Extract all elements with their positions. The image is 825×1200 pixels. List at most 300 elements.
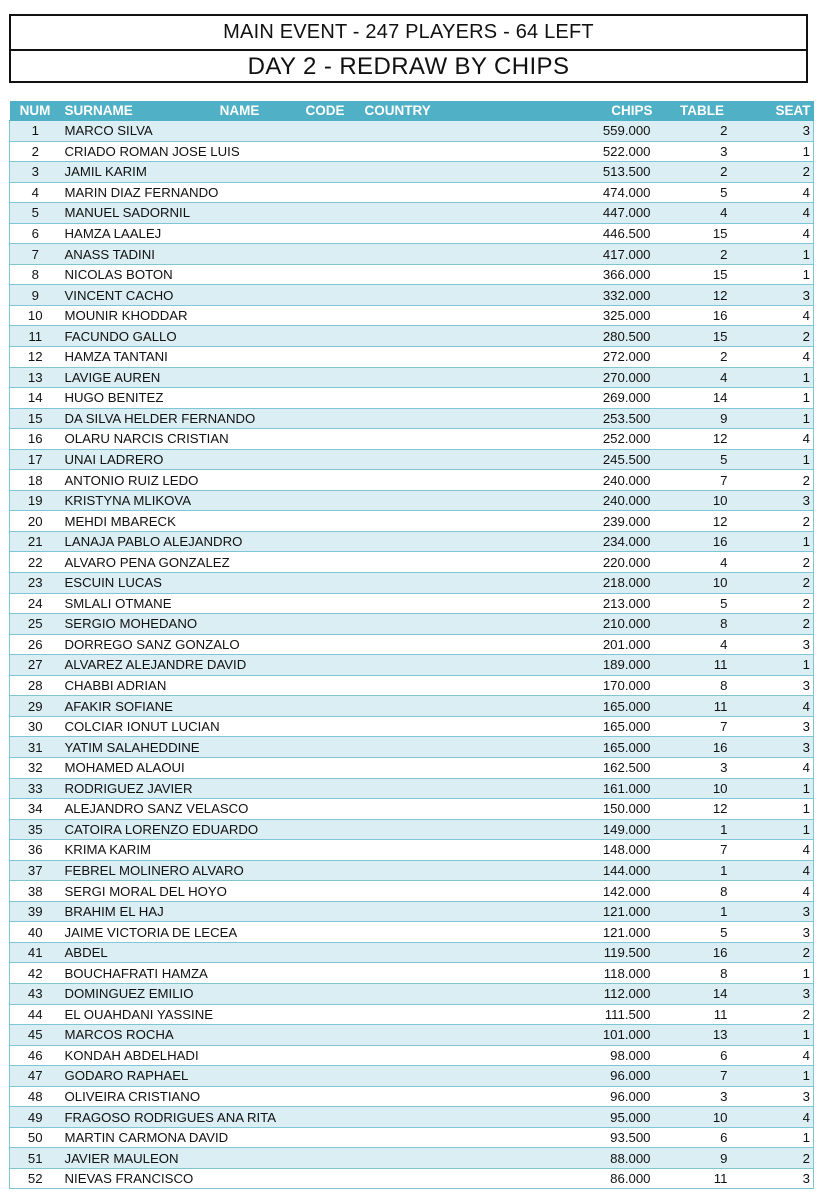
table-row — [10, 429, 814, 450]
cell-seat: 1 — [740, 388, 814, 409]
table-row — [10, 511, 814, 532]
cell-seat: 1 — [740, 449, 814, 470]
cell-chips: 121.000 — [553, 901, 665, 922]
cell-chips: 325.000 — [553, 305, 665, 326]
table-row — [10, 244, 814, 265]
cell-chips: 165.000 — [553, 737, 665, 758]
cell-seat: 2 — [740, 1004, 814, 1025]
cell-chips: 245.500 — [553, 449, 665, 470]
cell-seat: 3 — [740, 490, 814, 511]
cell-player: MOUNIR KHODDAR — [61, 305, 553, 326]
cell-table: 12 — [665, 511, 740, 532]
cell-num: 15 — [10, 408, 61, 429]
cell-seat: 2 — [740, 326, 814, 347]
cell-chips: 559.000 — [553, 121, 665, 142]
cell-seat: 4 — [740, 696, 814, 717]
cell-num: 38 — [10, 881, 61, 902]
cell-table: 6 — [665, 1045, 740, 1066]
cell-seat: 4 — [740, 840, 814, 861]
cell-seat: 4 — [740, 203, 814, 224]
cell-table: 4 — [665, 552, 740, 573]
cell-num: 10 — [10, 305, 61, 326]
header-name: NAME — [176, 101, 304, 121]
cell-player: LANAJA PABLO ALEJANDRO — [61, 531, 553, 552]
cell-seat: 2 — [740, 511, 814, 532]
cell-player: KRISTYNA MLIKOVA — [61, 490, 553, 511]
cell-player: CRIADO ROMAN JOSE LUIS — [61, 141, 553, 162]
cell-chips: 111.500 — [553, 1004, 665, 1025]
cell-seat: 2 — [740, 942, 814, 963]
table-row — [10, 819, 814, 840]
cell-num: 27 — [10, 655, 61, 676]
table-row — [10, 490, 814, 511]
cell-num: 35 — [10, 819, 61, 840]
cell-num: 22 — [10, 552, 61, 573]
cell-chips: 218.000 — [553, 573, 665, 594]
cell-player: RODRIGUEZ JAVIER — [61, 778, 553, 799]
cell-chips: 252.000 — [553, 429, 665, 450]
cell-seat: 4 — [740, 881, 814, 902]
cell-table: 7 — [665, 716, 740, 737]
cell-seat: 2 — [740, 552, 814, 573]
table-row — [10, 573, 814, 594]
cell-table: 16 — [665, 942, 740, 963]
cell-player: ESCUIN LUCAS — [61, 573, 553, 594]
cell-table: 4 — [665, 367, 740, 388]
cell-seat: 2 — [740, 593, 814, 614]
cell-chips: 148.000 — [553, 840, 665, 861]
cell-num: 2 — [10, 141, 61, 162]
table-row — [10, 367, 814, 388]
cell-chips: 474.000 — [553, 182, 665, 203]
table-row — [10, 285, 814, 306]
cell-chips: 93.500 — [553, 1127, 665, 1148]
cell-chips: 95.000 — [553, 1107, 665, 1128]
cell-table: 4 — [665, 634, 740, 655]
header-seat: SEAT — [740, 101, 814, 121]
cell-num: 46 — [10, 1045, 61, 1066]
cell-num: 37 — [10, 860, 61, 881]
cell-player: AFAKIR SOFIANE — [61, 696, 553, 717]
cell-player: UNAI LADRERO — [61, 449, 553, 470]
table-row — [10, 778, 814, 799]
cell-table: 1 — [665, 860, 740, 881]
cell-num: 36 — [10, 840, 61, 861]
cell-seat: 1 — [740, 141, 814, 162]
cell-seat: 3 — [740, 737, 814, 758]
table-row — [10, 388, 814, 409]
cell-player: FRAGOSO RODRIGUES ANA RITA — [61, 1107, 553, 1128]
cell-player: HAMZA LAALEJ — [61, 223, 553, 244]
cell-table: 10 — [665, 573, 740, 594]
cell-player: MOHAMED ALAOUI — [61, 757, 553, 778]
cell-player: ANASS TADINI — [61, 244, 553, 265]
event-title: MAIN EVENT - 247 PLAYERS - 64 LEFT — [11, 16, 806, 51]
table-row — [10, 593, 814, 614]
cell-player: OLIVEIRA CRISTIANO — [61, 1086, 553, 1107]
cell-num: 14 — [10, 388, 61, 409]
cell-player: ANTONIO RUIZ LEDO — [61, 470, 553, 491]
cell-player: GODARO RAPHAEL — [61, 1066, 553, 1087]
cell-player: VINCENT CACHO — [61, 285, 553, 306]
cell-chips: 142.000 — [553, 881, 665, 902]
cell-seat: 1 — [740, 799, 814, 820]
cell-table: 16 — [665, 305, 740, 326]
cell-player: DOMINGUEZ EMILIO — [61, 983, 553, 1004]
cell-num: 44 — [10, 1004, 61, 1025]
header-surname: SURNAME — [61, 101, 176, 121]
cell-seat: 3 — [740, 922, 814, 943]
table-row — [10, 347, 814, 368]
cell-chips: 189.000 — [553, 655, 665, 676]
cell-chips: 213.000 — [553, 593, 665, 614]
cell-num: 26 — [10, 634, 61, 655]
cell-num: 5 — [10, 203, 61, 224]
table-row — [10, 799, 814, 820]
cell-table: 3 — [665, 757, 740, 778]
cell-chips: 88.000 — [553, 1148, 665, 1169]
cell-table: 5 — [665, 449, 740, 470]
cell-player: MANUEL SADORNIL — [61, 203, 553, 224]
cell-seat: 1 — [740, 819, 814, 840]
cell-seat: 3 — [740, 634, 814, 655]
cell-seat: 3 — [740, 121, 814, 142]
cell-chips: 150.000 — [553, 799, 665, 820]
cell-table: 5 — [665, 593, 740, 614]
cell-table: 6 — [665, 1127, 740, 1148]
redraw-table — [9, 101, 814, 1189]
cell-chips: 149.000 — [553, 819, 665, 840]
cell-num: 39 — [10, 901, 61, 922]
cell-chips: 280.500 — [553, 326, 665, 347]
cell-seat: 1 — [740, 1025, 814, 1046]
cell-table: 2 — [665, 162, 740, 183]
cell-player: MARIN DIAZ FERNANDO — [61, 182, 553, 203]
cell-player: JAMIL KARIM — [61, 162, 553, 183]
cell-num: 16 — [10, 429, 61, 450]
table-row — [10, 634, 814, 655]
cell-num: 13 — [10, 367, 61, 388]
table-row — [10, 1148, 814, 1169]
table-body — [10, 121, 814, 1189]
cell-table: 14 — [665, 983, 740, 1004]
header-table: TABLE — [665, 101, 740, 121]
cell-chips: 234.000 — [553, 531, 665, 552]
cell-seat: 1 — [740, 655, 814, 676]
cell-player: JAVIER MAULEON — [61, 1148, 553, 1169]
cell-seat: 1 — [740, 244, 814, 265]
cell-player: FACUNDO GALLO — [61, 326, 553, 347]
cell-seat: 3 — [740, 983, 814, 1004]
cell-chips: 366.000 — [553, 264, 665, 285]
cell-chips: 112.000 — [553, 983, 665, 1004]
table-row — [10, 1045, 814, 1066]
cell-num: 41 — [10, 942, 61, 963]
cell-num: 9 — [10, 285, 61, 306]
cell-num: 32 — [10, 757, 61, 778]
table-row — [10, 470, 814, 491]
table-row — [10, 614, 814, 635]
cell-player: ALVARO PENA GONZALEZ — [61, 552, 553, 573]
cell-player: EL OUAHDANI YASSINE — [61, 1004, 553, 1025]
cell-table: 9 — [665, 1148, 740, 1169]
cell-table: 16 — [665, 737, 740, 758]
table-row — [10, 942, 814, 963]
cell-chips: 165.000 — [553, 716, 665, 737]
cell-chips: 253.500 — [553, 408, 665, 429]
cell-seat: 2 — [740, 162, 814, 183]
cell-table: 15 — [665, 326, 740, 347]
cell-seat: 4 — [740, 305, 814, 326]
cell-num: 1 — [10, 121, 61, 142]
table-row — [10, 655, 814, 676]
cell-chips: 210.000 — [553, 614, 665, 635]
cell-num: 7 — [10, 244, 61, 265]
cell-table: 9 — [665, 408, 740, 429]
cell-seat: 2 — [740, 573, 814, 594]
cell-seat: 1 — [740, 778, 814, 799]
cell-table: 7 — [665, 1066, 740, 1087]
cell-seat: 1 — [740, 1127, 814, 1148]
cell-player: NIEVAS FRANCISCO — [61, 1168, 553, 1189]
cell-table: 3 — [665, 1086, 740, 1107]
cell-chips: 86.000 — [553, 1168, 665, 1189]
cell-table: 8 — [665, 614, 740, 635]
table-row — [10, 860, 814, 881]
cell-num: 17 — [10, 449, 61, 470]
table-row — [10, 326, 814, 347]
cell-chips: 269.000 — [553, 388, 665, 409]
cell-seat: 4 — [740, 860, 814, 881]
cell-seat: 1 — [740, 264, 814, 285]
cell-seat: 4 — [740, 429, 814, 450]
cell-table: 1 — [665, 819, 740, 840]
cell-num: 25 — [10, 614, 61, 635]
header-num: NUM — [10, 101, 61, 121]
cell-chips: 165.000 — [553, 696, 665, 717]
cell-table: 8 — [665, 881, 740, 902]
cell-player: OLARU NARCIS CRISTIAN — [61, 429, 553, 450]
table-row — [10, 223, 814, 244]
cell-seat: 3 — [740, 1168, 814, 1189]
cell-table: 2 — [665, 121, 740, 142]
cell-seat: 3 — [740, 285, 814, 306]
cell-seat: 4 — [740, 347, 814, 368]
cell-num: 33 — [10, 778, 61, 799]
cell-num: 49 — [10, 1107, 61, 1128]
cell-chips: 513.500 — [553, 162, 665, 183]
cell-num: 48 — [10, 1086, 61, 1107]
cell-player: COLCIAR IONUT LUCIAN — [61, 716, 553, 737]
table-row — [10, 696, 814, 717]
table-row — [10, 141, 814, 162]
cell-chips: 162.500 — [553, 757, 665, 778]
cell-chips: 121.000 — [553, 922, 665, 943]
cell-num: 50 — [10, 1127, 61, 1148]
header-country: COUNTRY — [363, 101, 553, 121]
cell-table: 10 — [665, 778, 740, 799]
cell-chips: 332.000 — [553, 285, 665, 306]
event-title-box — [9, 14, 808, 83]
cell-table: 13 — [665, 1025, 740, 1046]
cell-chips: 447.000 — [553, 203, 665, 224]
cell-player: HAMZA TANTANI — [61, 347, 553, 368]
cell-seat: 2 — [740, 470, 814, 491]
cell-chips: 118.000 — [553, 963, 665, 984]
cell-seat: 1 — [740, 1066, 814, 1087]
cell-chips: 144.000 — [553, 860, 665, 881]
cell-num: 31 — [10, 737, 61, 758]
cell-num: 19 — [10, 490, 61, 511]
table-row — [10, 1168, 814, 1189]
cell-num: 43 — [10, 983, 61, 1004]
cell-table: 11 — [665, 655, 740, 676]
cell-num: 23 — [10, 573, 61, 594]
cell-seat: 1 — [740, 367, 814, 388]
cell-chips: 239.000 — [553, 511, 665, 532]
cell-player: SERGIO MOHEDANO — [61, 614, 553, 635]
cell-num: 30 — [10, 716, 61, 737]
cell-seat: 3 — [740, 1086, 814, 1107]
cell-num: 51 — [10, 1148, 61, 1169]
cell-seat: 4 — [740, 1107, 814, 1128]
cell-player: HUGO BENITEZ — [61, 388, 553, 409]
cell-num: 45 — [10, 1025, 61, 1046]
cell-num: 18 — [10, 470, 61, 491]
cell-player: YATIM SALAHEDDINE — [61, 737, 553, 758]
table-row — [10, 121, 814, 142]
cell-num: 6 — [10, 223, 61, 244]
cell-table: 2 — [665, 347, 740, 368]
cell-player: BRAHIM EL HAJ — [61, 901, 553, 922]
cell-seat: 1 — [740, 531, 814, 552]
table-row — [10, 182, 814, 203]
cell-seat: 2 — [740, 1148, 814, 1169]
cell-seat: 4 — [740, 1045, 814, 1066]
cell-player: CATOIRA LORENZO EDUARDO — [61, 819, 553, 840]
cell-player: FEBREL MOLINERO ALVARO — [61, 860, 553, 881]
cell-num: 8 — [10, 264, 61, 285]
table-row — [10, 1127, 814, 1148]
cell-num: 21 — [10, 531, 61, 552]
cell-table: 1 — [665, 901, 740, 922]
cell-num: 24 — [10, 593, 61, 614]
cell-table: 8 — [665, 675, 740, 696]
cell-chips: 96.000 — [553, 1086, 665, 1107]
cell-table: 7 — [665, 470, 740, 491]
cell-player: ALEJANDRO SANZ VELASCO — [61, 799, 553, 820]
cell-num: 52 — [10, 1168, 61, 1189]
cell-player: SERGI MORAL DEL HOYO — [61, 881, 553, 902]
cell-player: MARTIN CARMONA DAVID — [61, 1127, 553, 1148]
cell-chips: 101.000 — [553, 1025, 665, 1046]
table-row — [10, 840, 814, 861]
cell-player: LAVIGE AUREN — [61, 367, 553, 388]
cell-chips: 119.500 — [553, 942, 665, 963]
cell-player: NICOLAS BOTON — [61, 264, 553, 285]
cell-chips: 272.000 — [553, 347, 665, 368]
cell-chips: 201.000 — [553, 634, 665, 655]
cell-seat: 3 — [740, 901, 814, 922]
cell-table: 14 — [665, 388, 740, 409]
cell-table: 11 — [665, 1168, 740, 1189]
cell-player: JAIME VICTORIA DE LECEA — [61, 922, 553, 943]
cell-table: 15 — [665, 223, 740, 244]
cell-num: 12 — [10, 347, 61, 368]
cell-table: 16 — [665, 531, 740, 552]
cell-seat: 1 — [740, 408, 814, 429]
cell-seat: 4 — [740, 182, 814, 203]
cell-table: 12 — [665, 429, 740, 450]
cell-player: CHABBI ADRIAN — [61, 675, 553, 696]
table-row — [10, 1107, 814, 1128]
table-row — [10, 531, 814, 552]
table-row — [10, 757, 814, 778]
cell-player: DA SILVA HELDER FERNANDO — [61, 408, 553, 429]
cell-num: 42 — [10, 963, 61, 984]
cell-num: 47 — [10, 1066, 61, 1087]
cell-player: BOUCHAFRATI HAMZA — [61, 963, 553, 984]
cell-chips: 98.000 — [553, 1045, 665, 1066]
table-row — [10, 716, 814, 737]
cell-chips: 240.000 — [553, 470, 665, 491]
cell-seat: 3 — [740, 716, 814, 737]
cell-table: 4 — [665, 203, 740, 224]
cell-num: 34 — [10, 799, 61, 820]
cell-num: 40 — [10, 922, 61, 943]
cell-player: KRIMA KARIM — [61, 840, 553, 861]
cell-table: 11 — [665, 1004, 740, 1025]
cell-chips: 446.500 — [553, 223, 665, 244]
table-row — [10, 552, 814, 573]
cell-player: DORREGO SANZ GONZALO — [61, 634, 553, 655]
table-row — [10, 264, 814, 285]
cell-table: 10 — [665, 1107, 740, 1128]
table-row — [10, 963, 814, 984]
cell-num: 3 — [10, 162, 61, 183]
cell-chips: 96.000 — [553, 1066, 665, 1087]
cell-chips: 417.000 — [553, 244, 665, 265]
cell-num: 28 — [10, 675, 61, 696]
cell-player: MARCOS ROCHA — [61, 1025, 553, 1046]
cell-table: 2 — [665, 244, 740, 265]
table-row — [10, 737, 814, 758]
table-row — [10, 675, 814, 696]
table-row — [10, 1025, 814, 1046]
cell-num: 11 — [10, 326, 61, 347]
cell-table: 3 — [665, 141, 740, 162]
cell-chips: 161.000 — [553, 778, 665, 799]
table-row — [10, 449, 814, 470]
cell-seat: 2 — [740, 614, 814, 635]
cell-player: ABDEL — [61, 942, 553, 963]
cell-player: KONDAH ABDELHADI — [61, 1045, 553, 1066]
redraw-subtitle: DAY 2 - REDRAW BY CHIPS — [247, 53, 570, 80]
cell-chips: 522.000 — [553, 141, 665, 162]
cell-chips: 220.000 — [553, 552, 665, 573]
table-row — [10, 901, 814, 922]
cell-chips: 270.000 — [553, 367, 665, 388]
cell-seat: 4 — [740, 223, 814, 244]
cell-seat: 4 — [740, 757, 814, 778]
cell-player: MEHDI MBARECK — [61, 511, 553, 532]
table-row — [10, 305, 814, 326]
table-row — [10, 203, 814, 224]
table-row — [10, 408, 814, 429]
cell-table: 8 — [665, 963, 740, 984]
cell-table: 5 — [665, 182, 740, 203]
cell-table: 10 — [665, 490, 740, 511]
